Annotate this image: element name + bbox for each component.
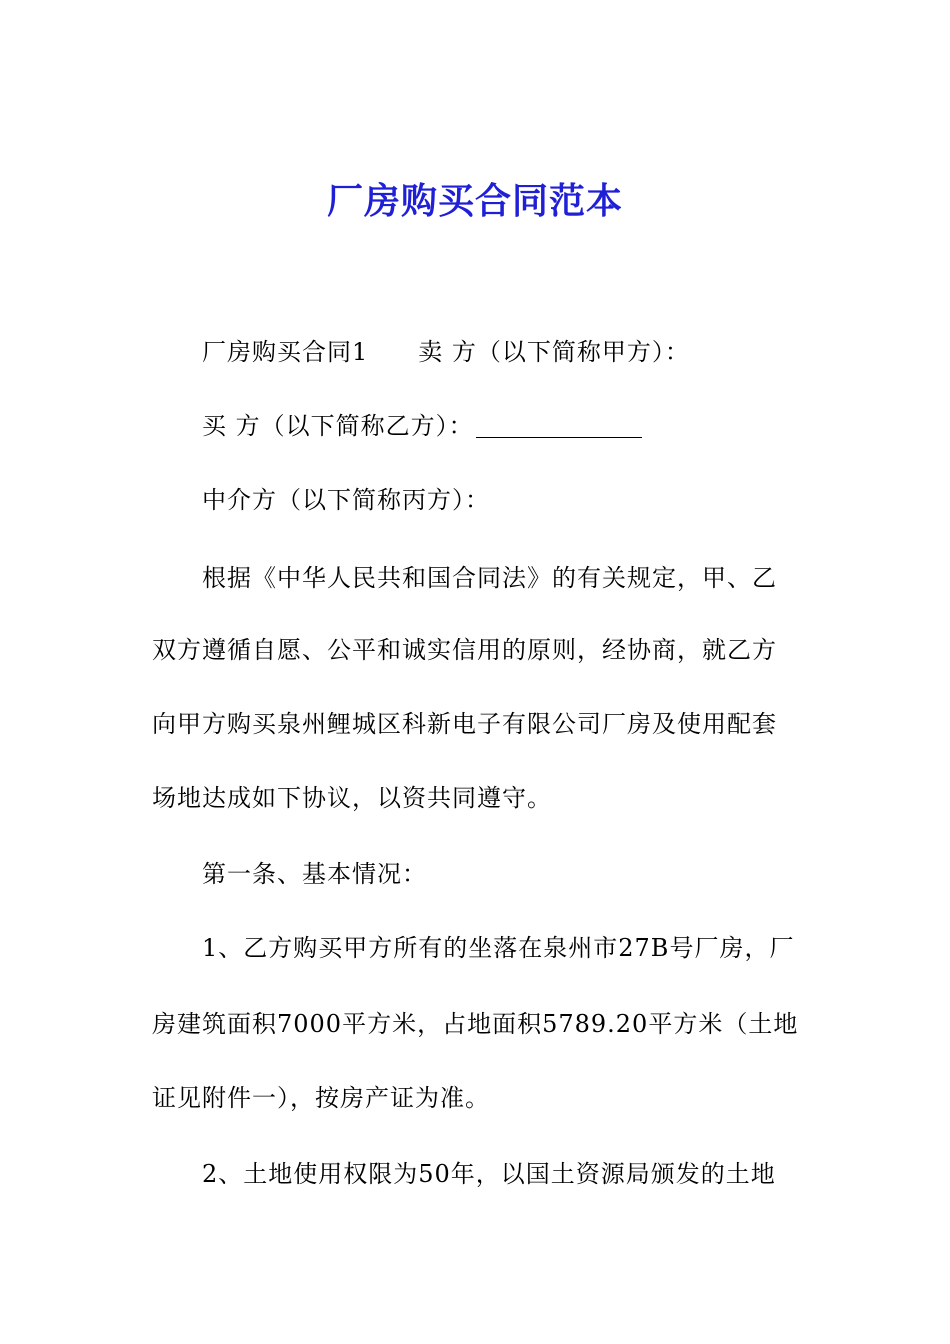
seller-label: 卖 方（以下简称甲方）： — [418, 338, 690, 366]
buyer-label: 买 方（以下简称乙方）： — [202, 412, 474, 440]
buyer-line — [202, 406, 642, 446]
buyer-blank-field — [476, 411, 642, 438]
paragraph-line: 2、土地使用权限为50年，以国土资源局颁发的土地 — [202, 1160, 776, 1188]
document-title: 厂房购买合同范本 — [326, 181, 623, 222]
paragraph-line: 双方遵循自愿、公平和诚实信用的原则，经协商，就乙方 — [152, 636, 777, 664]
paragraph-line: 场地达成如下协议，以资共同遵守。 — [152, 784, 552, 812]
article-heading: 第一条、基本情况： — [202, 860, 427, 888]
paragraph-line: 证见附件一），按房产证为准。 — [152, 1084, 490, 1112]
contract-heading-line — [202, 332, 690, 372]
paragraph-line: 房建筑面积7000平方米，占地面积5789.20平方米（土地 — [152, 1010, 799, 1038]
paragraph-line: 向甲方购买泉州鲤城区科新电子有限公司厂房及使用配套 — [152, 710, 777, 738]
contract-number: 厂房购买合同1 — [202, 338, 369, 366]
intermediary-line: 中介方（以下简称丙方）： — [202, 486, 490, 514]
paragraph-line: 根据《中华人民共和国合同法》的有关规定，甲、乙 — [202, 564, 777, 592]
paragraph-line: 1、乙方购买甲方所有的坐落在泉州市27B号厂房，厂 — [202, 934, 795, 962]
